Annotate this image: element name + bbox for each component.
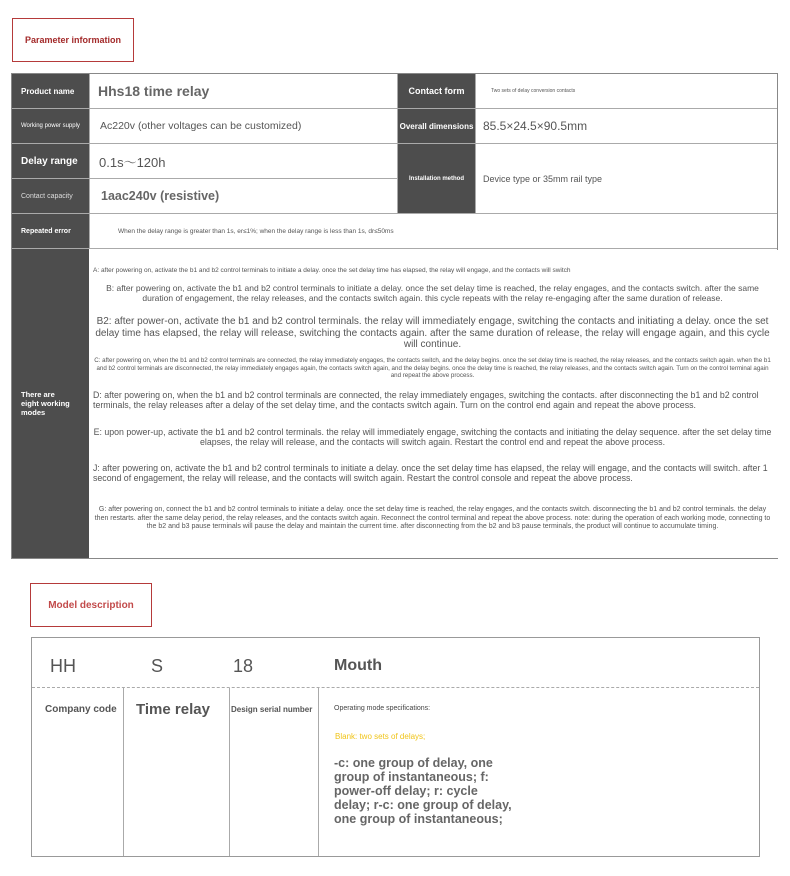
parameter-table [11, 73, 778, 559]
mode-b2-text: B2: after power-on, activate the b1 and b2 control terminals. the relay will immediately engage, switching the contacts and initiating a delay. once the set delay time has elapsed, the relay will release, switching the contacts again. after the same duration of release, the relay will engage again, and this cycle will continue. [95, 316, 770, 350]
code-mouth: Mouth [334, 657, 382, 674]
model-description-title: Model description [30, 583, 152, 627]
column-divider [318, 688, 319, 856]
installation-method-value: Device type or 35mm rail type [476, 144, 777, 213]
company-code-label: Company code [45, 704, 117, 715]
column-divider [229, 688, 230, 856]
mode-d-text: D: after powering on, when the b1 and b2 control terminals are connected, the relay immediately engages, switching the contacts. after disconnecting the b1 and b2 control terminals, the relay releases after a delay of the set delay time, and the contacts switch again. Turn on the control end again and repeat the above process. [93, 390, 759, 410]
operating-mode-spec-title: Operating mode specifications: [334, 705, 431, 712]
grid-line [12, 143, 777, 144]
product-name-value: Hhs18 time relay [90, 74, 397, 108]
installation-method-label: Installation method [398, 144, 475, 213]
contact-capacity-label: Contact capacity [12, 179, 89, 213]
mode-options-text: -c: one group of delay, one group of instantaneous; f: power-off delay; r: cycle delay; r-c: one group of delay, one group of instantaneous; [334, 756, 512, 826]
grid-line [12, 248, 777, 249]
mode-a-text: A: after powering on, activate the b1 and b2 control terminals to initiate a delay. once the set delay time has elapsed, the relay will engage, and the contacts will switch [93, 267, 571, 274]
grid-line [89, 74, 90, 249]
delay-range-label: Delay range [12, 144, 89, 178]
repeated-error-label: Repeated error [12, 214, 89, 248]
working-modes-list [90, 250, 778, 558]
grid-line [475, 74, 476, 214]
product-name-label: Product name [12, 74, 89, 108]
mode-j-text: J: after powering on, activate the b1 and b2 control terminals to initiate a delay. once the set delay time has elapsed, the relay will engage, and the contacts will switch. after 1 second of engagement, the relay will release, and the contacts will switch again. Restart the control console and repeat the above process. [93, 463, 768, 483]
column-divider [123, 688, 124, 856]
working-modes-label: There are eight working modes [12, 249, 89, 558]
contact-capacity-value: 1aac240v (resistive) [90, 179, 397, 213]
time-relay-label: Time relay [136, 701, 210, 718]
code-hh: HH [50, 656, 76, 676]
working-power-value: Ac220v (other voltages can be customized) [90, 109, 397, 143]
grid-line [12, 178, 398, 179]
grid-line [12, 108, 777, 109]
grid-line [12, 213, 777, 214]
code-s: S [151, 656, 164, 676]
mode-e-text: E: upon power-up, activate the b1 and b2 control terminals. the relay will immediately engage, switching the contacts and initiating the delay sequence. after the set delay time elapses, the relay will release, and the contacts will switch again. Restart the control end and repeat the above process. [93, 427, 772, 447]
grid-line [397, 74, 398, 214]
model-table [31, 637, 760, 857]
mode-g-text: G: after powering on, connect the b1 and b2 control terminals to initiate a delay. once the set delay time is reached, the relay engages, and the contacts switch. disconnecting the b1 and b2 control terminals. the delay then restarts. after the same delay period, the relay releases, and the contacts switch again. Reconnect the control terminal and repeat the above process. note: during the operation of each working mode, connecting to the b2 and b3 pause terminals will pause the delay and maintain the current time. after disconnecting from the b2 and b3 pause terminals, the product will continue to accumulate timing. [94, 506, 771, 530]
code-18: 18 [233, 656, 254, 676]
mode-b-text: B: after powering on, activate the b1 and b2 control terminals to initiate a delay. once the set delay time is reached, the relay engages, and the contacts switch. after the same duration of engagement, the relay releases, and the contacts switch again. this cycle repeats with the relay re-engaging after the same duration of release. [106, 283, 759, 303]
contact-form-label: Contact form [398, 74, 475, 108]
parameter-information-title: Parameter information [12, 18, 134, 62]
contact-form-value: Two sets of delay conversion contacts [476, 74, 777, 108]
blank-delay-note: Blank: two sets of delays; [335, 732, 426, 741]
delay-range-value: 0.1s～120h [90, 144, 397, 178]
overall-dimensions-value: 85.5×24.5×90.5mm [476, 109, 777, 143]
header-divider [32, 687, 759, 688]
overall-dimensions-label: Overall dimensions [398, 109, 475, 143]
design-serial-label: Design serial number [231, 705, 313, 714]
repeated-error-value: When the delay range is greater than 1s, er≤1%; when the delay range is less than 1s, dr≤50ms [90, 214, 777, 248]
working-power-label: Working power supply [12, 109, 89, 143]
mode-c-text: C: after powering on, when the b1 and b2 control terminals are connected, the relay immediately engages, the contacts switch, and the delay begins. once the set delay time is reached, the relay releases, and the contacts switch again. when the b1 and b2 control terminals are disconnected, the relay immediately engages again, the contacts switch again, and the delay begins. once the delay time is reached, the relay releases, and the contacts switch again. Turn on the control terminal again and repeat the above process. [94, 357, 771, 379]
